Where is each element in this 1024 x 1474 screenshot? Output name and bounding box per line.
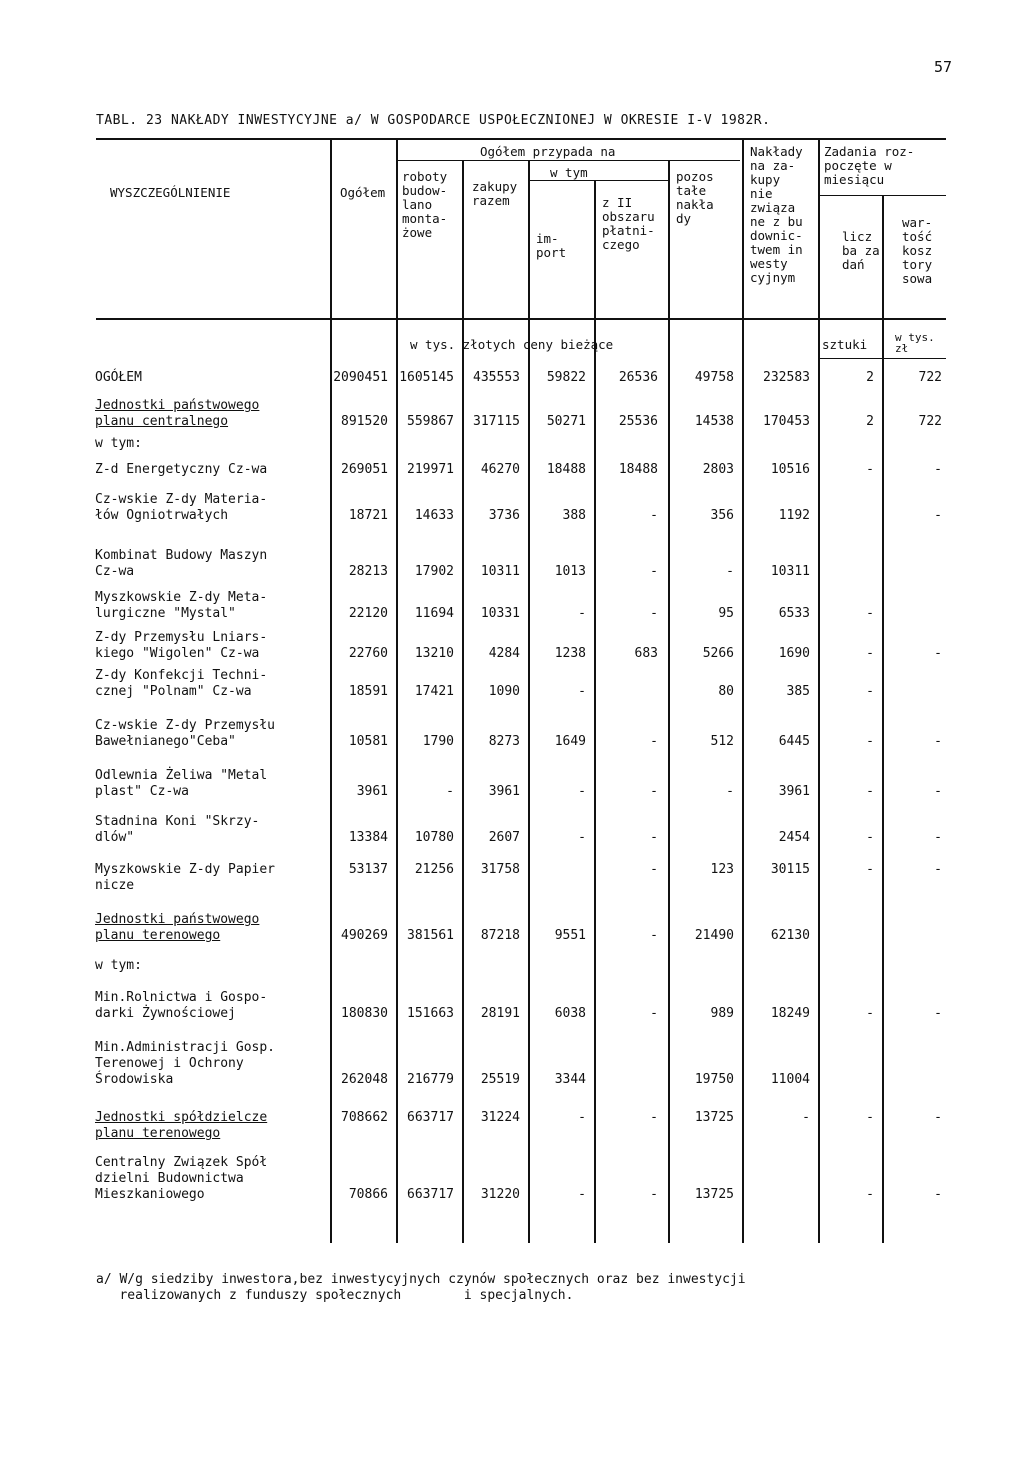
- table-cell: 2454: [778, 830, 810, 845]
- table-cell: 8273: [488, 734, 520, 749]
- footnote: a/ W/g siedziby inwestora,bez inwestycyjnych czynów społecznych oraz bez inwestycji realizowanych z funduszy społecznych i specjalnych.: [96, 1272, 746, 1303]
- table-cell: 11694: [414, 606, 454, 621]
- table-cell: 891520: [341, 414, 388, 429]
- col-rule: [668, 160, 670, 1243]
- row-label: OGÓŁEM: [95, 370, 142, 385]
- table-cell: -: [802, 1110, 810, 1125]
- table-cell: 1790: [422, 734, 454, 749]
- table-cell: 1090: [488, 684, 520, 699]
- table-cell: 26536: [618, 370, 658, 385]
- table-cell: 6445: [778, 734, 810, 749]
- units-sztuki: sztuki: [822, 337, 868, 352]
- row-label: Min.Rolnictwa i Gospo- darki Żywnościowej: [95, 990, 268, 1021]
- header-naklady: Nakłady na za- kupy nie związa ne z bu downic- twem in westy cyjnym: [750, 144, 803, 285]
- table-cell: -: [934, 646, 942, 661]
- table-cell: -: [650, 606, 658, 621]
- table-cell: 3736: [488, 508, 520, 523]
- table-cell: 123: [710, 862, 734, 877]
- table-cell: -: [866, 1006, 874, 1021]
- table-cell: -: [934, 784, 942, 799]
- table-cell: -: [866, 1110, 874, 1125]
- table-cell: -: [934, 1187, 942, 1202]
- row-label: Cz-wskie Z-dy Przemysłu Bawełnianego"Ceba": [95, 718, 276, 749]
- table-cell: 13210: [414, 646, 454, 661]
- table-cell: 4284: [488, 646, 520, 661]
- header-w-tym: w tym: [550, 165, 588, 180]
- header-roboty: roboty budow- lano monta- żowe: [402, 169, 448, 240]
- table-cell: 490269: [341, 928, 388, 943]
- header-zakupy: zakupy razem: [472, 179, 518, 208]
- header-liczba: licz ba za dań: [842, 229, 880, 272]
- table-cell: 317115: [473, 414, 520, 429]
- header-zadania: Zadania roz- poczęte w miesiącu: [824, 144, 915, 187]
- row-label: Kombinat Budowy Maszyn Cz-wa: [95, 548, 268, 579]
- table-cell: 356: [710, 508, 734, 523]
- table-cell: -: [934, 1006, 942, 1021]
- table-cell: 70866: [348, 1187, 388, 1202]
- table-cell: 25519: [480, 1072, 520, 1087]
- table-cell: 385: [786, 684, 810, 699]
- table-cell: 10331: [480, 606, 520, 621]
- table-cell: 11004: [770, 1072, 810, 1087]
- table-cell: -: [866, 606, 874, 621]
- table-cell: -: [578, 606, 586, 621]
- table-cell: -: [934, 462, 942, 477]
- table-cell: 14633: [414, 508, 454, 523]
- table-cell: -: [650, 1187, 658, 1202]
- table-cell: -: [726, 784, 734, 799]
- table-cell: 18249: [770, 1006, 810, 1021]
- table-cell: 31220: [480, 1187, 520, 1202]
- table-cell: 1605145: [399, 370, 454, 385]
- header-wartosc: war- tość kosz tory sowa: [902, 215, 933, 286]
- row-label: Jednostki państwowego planu centralnego: [95, 398, 260, 429]
- header-ogolem: Ogółem: [340, 185, 386, 200]
- table-cell: 512: [710, 734, 734, 749]
- table-cell: 28191: [480, 1006, 520, 1021]
- table-cell: 722: [918, 414, 942, 429]
- row-label: Min.Administracji Gosp. Terenowej i Ochrony Środowiska: [95, 1040, 276, 1087]
- table-cell: 683: [634, 646, 658, 661]
- table-cell: 22760: [348, 646, 388, 661]
- table-cell: 13725: [694, 1110, 734, 1125]
- table-cell: 219971: [407, 462, 454, 477]
- table-cell: 49758: [694, 370, 734, 385]
- row-label: Cz-wskie Z-dy Materia- łów Ogniotrwałych: [95, 492, 268, 523]
- table-cell: 28213: [348, 564, 388, 579]
- table-cell: 1192: [778, 508, 810, 523]
- table-cell: 19750: [694, 1072, 734, 1087]
- table-cell: 80: [718, 684, 734, 699]
- table-cell: 2: [866, 370, 874, 385]
- table-cell: 5266: [702, 646, 734, 661]
- table-cell: 59822: [546, 370, 586, 385]
- table-cell: -: [934, 830, 942, 845]
- col-rule: [742, 138, 744, 1243]
- table-cell: -: [578, 784, 586, 799]
- table-cell: 13725: [694, 1187, 734, 1202]
- table-cell: 6533: [778, 606, 810, 621]
- table-cell: 722: [918, 370, 942, 385]
- table-cell: 25536: [618, 414, 658, 429]
- table-cell: 2607: [488, 830, 520, 845]
- table-cell: 1238: [554, 646, 586, 661]
- table-cell: 13384: [348, 830, 388, 845]
- table-cell: 18591: [348, 684, 388, 699]
- table-cell: -: [650, 830, 658, 845]
- table-cell: -: [650, 1110, 658, 1125]
- table-cell: -: [866, 462, 874, 477]
- table-cell: 9551: [554, 928, 586, 943]
- table-cell: 22120: [348, 606, 388, 621]
- table-cell: 989: [710, 1006, 734, 1021]
- row-label: Z-d Energetyczny Cz-wa: [95, 462, 268, 477]
- table-cell: -: [934, 734, 942, 749]
- table-cell: -: [650, 564, 658, 579]
- table-cell: 3344: [554, 1072, 586, 1087]
- table-cell: 17421: [414, 684, 454, 699]
- table-cell: -: [578, 1110, 586, 1125]
- header-przypada: Ogółem przypada na: [480, 144, 616, 159]
- row-label: Z-dy Konfekcji Techni- cznej "Polnam" Cz-wa: [95, 668, 268, 699]
- table-cell: 708662: [341, 1110, 388, 1125]
- table-cell: -: [578, 1187, 586, 1202]
- table-cell: -: [650, 734, 658, 749]
- table-cell: 2: [866, 414, 874, 429]
- table-cell: -: [866, 862, 874, 877]
- table-cell: -: [578, 830, 586, 845]
- table-cell: 3961: [778, 784, 810, 799]
- table-cell: -: [866, 646, 874, 661]
- table-cell: 1649: [554, 734, 586, 749]
- table-cell: 180830: [341, 1006, 388, 1021]
- header-pozostale: pozos tałe nakła dy: [676, 169, 714, 226]
- row-label: Myszkowskie Z-dy Meta- lurgiczne "Mystal": [95, 590, 268, 621]
- row-label: Centralny Związek Spół dzielni Budownictwa Mieszkaniowego: [95, 1155, 268, 1202]
- table-cell: -: [650, 928, 658, 943]
- table-cell: 18721: [348, 508, 388, 523]
- group-rule: [398, 160, 740, 161]
- table-cell: 50271: [546, 414, 586, 429]
- header-wyszczegolnienie: WYSZCZEGÓLNIENIE: [110, 185, 231, 200]
- table-cell: 262048: [341, 1072, 388, 1087]
- table-cell: 17902: [414, 564, 454, 579]
- table-cell: 46270: [480, 462, 520, 477]
- table-cell: 10311: [480, 564, 520, 579]
- table-cell: 31758: [480, 862, 520, 877]
- units-label: w tys. złotych ceny bieżące: [410, 337, 614, 352]
- col-rule: [882, 195, 884, 1243]
- table-cell: 87218: [480, 928, 520, 943]
- table-cell: -: [934, 1110, 942, 1125]
- table-cell: 95: [718, 606, 734, 621]
- table-cell: 269051: [341, 462, 388, 477]
- table-cell: 1013: [554, 564, 586, 579]
- table-cell: -: [446, 784, 454, 799]
- table-cell: 21490: [694, 928, 734, 943]
- table-cell: 2090451: [333, 370, 388, 385]
- table-cell: 21256: [414, 862, 454, 877]
- table-cell: 232583: [763, 370, 810, 385]
- table-cell: -: [578, 684, 586, 699]
- table-cell: -: [866, 684, 874, 699]
- table-cell: 151663: [407, 1006, 454, 1021]
- row-label: Stadnina Koni "Skrzy- dlów": [95, 814, 260, 845]
- row-label: w tym:: [95, 958, 142, 973]
- table-cell: -: [866, 734, 874, 749]
- table-cell: -: [866, 1187, 874, 1202]
- row-label: w tym:: [95, 436, 142, 451]
- header-z-ii: z II obszaru płatni- czego: [602, 195, 655, 252]
- w-tym-rule: [528, 180, 668, 181]
- table-cell: 6038: [554, 1006, 586, 1021]
- table-cell: -: [866, 784, 874, 799]
- table-cell: 559867: [407, 414, 454, 429]
- row-label: Myszkowskie Z-dy Papier nicze: [95, 862, 276, 893]
- table-cell: 18488: [618, 462, 658, 477]
- table-cell: 3961: [488, 784, 520, 799]
- table-cell: 10516: [770, 462, 810, 477]
- table-cell: 388: [562, 508, 586, 523]
- table-cell: 18488: [546, 462, 586, 477]
- table-cell: 435553: [473, 370, 520, 385]
- table-title: TABL. 23 NAKŁADY INWESTYCYJNE a/ W GOSPODARCE USPOŁECZNIONEJ W OKRESIE I-V 1982R.: [96, 113, 771, 128]
- table-cell: 14538: [694, 414, 734, 429]
- table-cell: 663717: [407, 1187, 454, 1202]
- table-cell: -: [934, 862, 942, 877]
- table-cell: 663717: [407, 1110, 454, 1125]
- table-cell: 2803: [702, 462, 734, 477]
- table-cell: -: [934, 508, 942, 523]
- table-cell: 3961: [356, 784, 388, 799]
- units-tys: w tys. zł: [895, 331, 935, 355]
- table-cell: -: [866, 830, 874, 845]
- table-cell: 10311: [770, 564, 810, 579]
- table-cell: -: [650, 508, 658, 523]
- row-label: Z-dy Przemysłu Lniars- kiego "Wigolen" Cz-wa: [95, 630, 268, 661]
- table-cell: 31224: [480, 1110, 520, 1125]
- row-label: Jednostki państwowego planu terenowego: [95, 912, 260, 943]
- table-cell: -: [650, 784, 658, 799]
- table-cell: -: [650, 862, 658, 877]
- table-cell: 10780: [414, 830, 454, 845]
- table-cell: 30115: [770, 862, 810, 877]
- table-cell: 216779: [407, 1072, 454, 1087]
- table-cell: -: [650, 1006, 658, 1021]
- table-cell: 10581: [348, 734, 388, 749]
- table-cell: 62130: [770, 928, 810, 943]
- row-label: Odlewnia Żeliwa "Metal plast" Cz-wa: [95, 768, 268, 799]
- table-cell: 170453: [763, 414, 810, 429]
- table-cell: 53137: [348, 862, 388, 877]
- table-cell: -: [726, 564, 734, 579]
- row-label: Jednostki spółdzielcze planu terenowego: [95, 1110, 268, 1141]
- table-cell: 1690: [778, 646, 810, 661]
- page-number: 57: [934, 58, 953, 76]
- header-import: im- port: [536, 231, 567, 260]
- table-cell: 381561: [407, 928, 454, 943]
